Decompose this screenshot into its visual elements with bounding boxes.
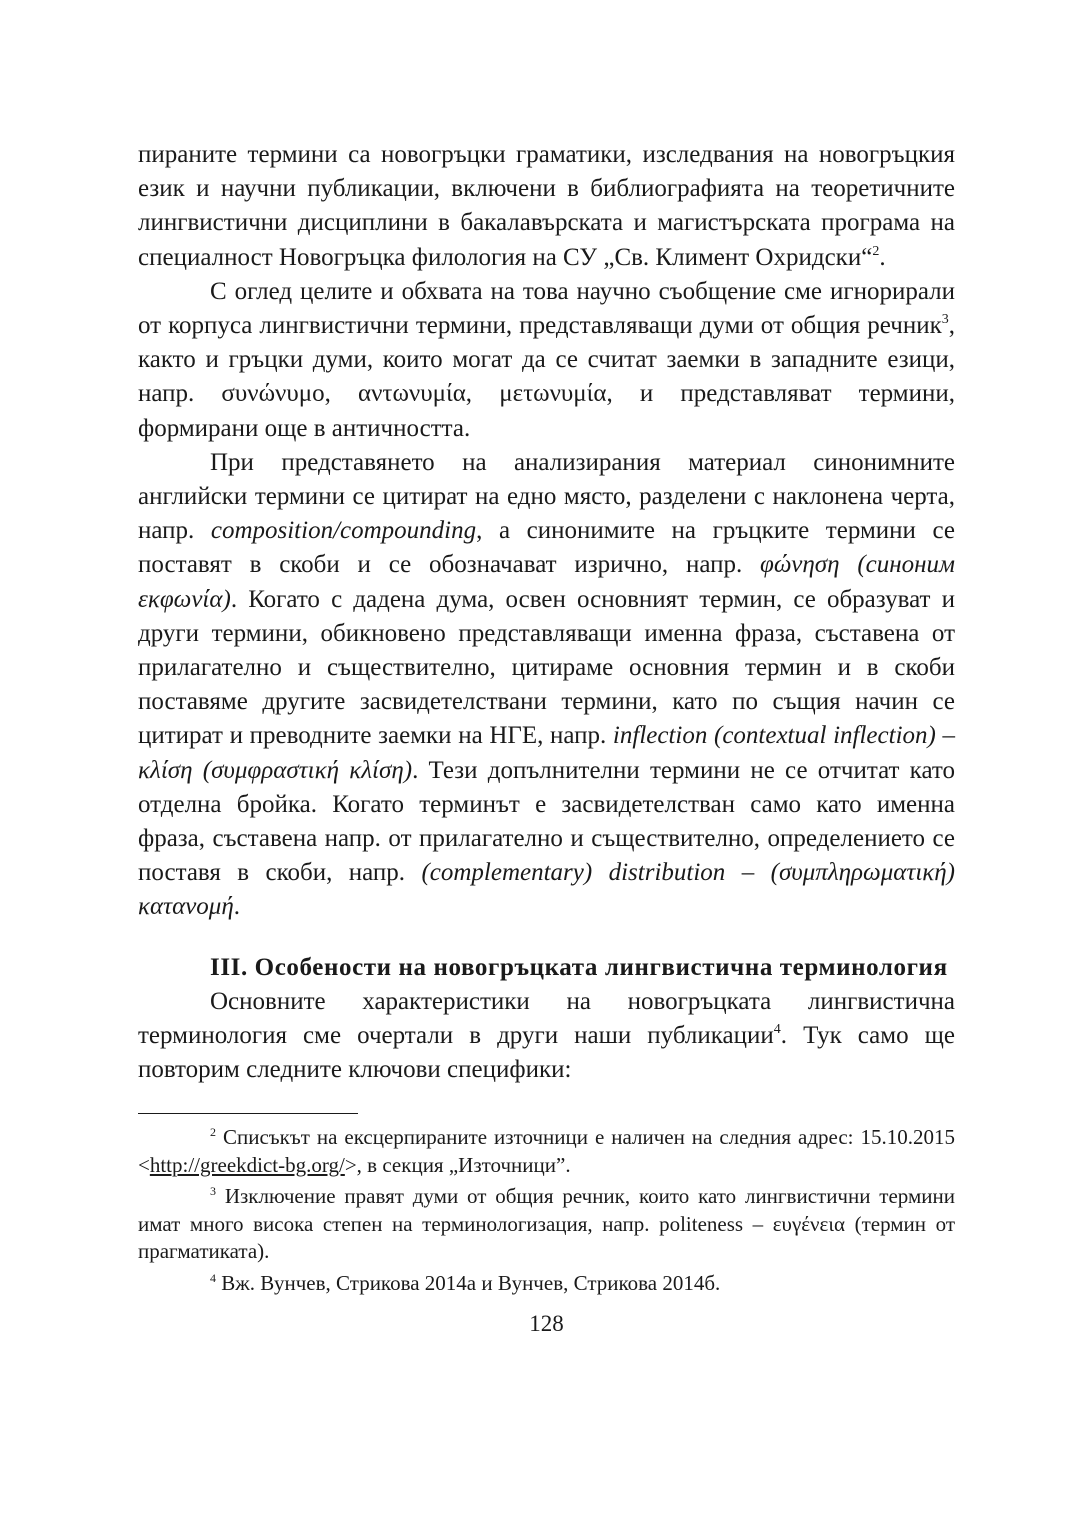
footnote-3 <box>138 1183 955 1266</box>
footnote-link[interactable]: http://greekdict-bg.org/ <box>149 1152 345 1177</box>
paragraph-1 <box>138 138 955 275</box>
paragraph-3-text-c: . Когато с дадена дума, освен основният термин, се образуват и други термини, обикновено представляващи именна фраза, съставена от прилагателно и съществително, цитираме основния термин и в скоби поставяме другите засвидетелствани термини, като по същия начин се цитират и преводните заемки на НГЕ, напр. <box>138 585 955 750</box>
page-number: 128 <box>529 1311 564 1337</box>
footnote-mark: 3 <box>210 1184 216 1199</box>
paragraph-3-text-e: . <box>233 893 240 921</box>
paragraph-3-italic-c: inflection (contextual inflection) – κλίση (συμφραστική κλίση) <box>138 722 955 784</box>
paragraph-3-text-b: , а синонимите на гръцките термини се поставят в скоби и се обозначават изрично, напр. <box>138 517 955 579</box>
paragraph-3 <box>138 446 955 925</box>
paragraph-4 <box>138 985 955 1088</box>
paragraph-3-text-d: . Тези допълнителни термини не се отчитат като отделна бройка. Когато терминът е засвидетелстван само като именна фраза, съставена напр. от прилагателно и съществително, определението се поставя в скоби, напр. <box>138 756 955 887</box>
paragraph-1-text-a: пираните термини са новогръцки граматики, изследвания на новогръцкия език и научни публикации, включени в библиографията на теоретичните лингвистични дисциплини в бакалавърската и магистърската програма на специалност Новогръцка филология на СУ „Св. Климент Охридски“ <box>138 141 955 271</box>
paragraph-1-text-b: . <box>879 243 886 271</box>
footnote-4 <box>138 1270 955 1298</box>
footnote-divider <box>138 1113 358 1114</box>
footnote-text: Вж. Вунчев, Стрикова 2014а и Вунчев, Стрикова 2014б. <box>216 1270 721 1295</box>
footnote-ref-4: 4 <box>773 1022 781 1038</box>
footnote-mark: 2 <box>210 1125 216 1140</box>
footnote-text: Изключение правят думи от общия речник, които като лингвистични термини имат много висока степен на терминологизация, напр. politeness – ευγένεια (термин от прагматиката). <box>138 1184 955 1264</box>
paragraph-2 <box>138 275 955 446</box>
paragraph-4-text-b: . Тук само ще повторим следните ключови специфики: <box>138 1022 955 1084</box>
footnote-text: >, в секция „Източници”. <box>344 1152 571 1177</box>
section-heading: III. Особености на новогръцката лингвистична терминология <box>210 953 948 981</box>
paragraph-3-italic-b: φώνηση (синоним εκφωνία) <box>138 551 955 613</box>
paragraph-2-text-a: С оглед целите и обхвата на това научно съобщение сме игнорирали от корпуса лингвистични термини, представляващи думи от общия речник <box>138 277 955 340</box>
footnote-ref-2: 2 <box>872 243 880 259</box>
paragraph-3-text-a: При представянето на анализирания материал синонимните английски термини се цитират на едно място, разделени с наклонена черта, напр. <box>138 448 955 545</box>
paragraph-3-italic-a: composition/compounding <box>210 517 477 545</box>
footnotes <box>138 1124 955 1297</box>
paragraph-3-italic-d: (complementary) distribution – (συμπληρωματική) κατανομή <box>138 859 955 921</box>
footnote-text: Списъкът на ексцерпираните източници е наличен на следния адрес: 15.10.2015 < <box>138 1125 955 1177</box>
footnote-ref-3: 3 <box>941 312 949 328</box>
footnote-mark: 4 <box>210 1270 216 1285</box>
page-content <box>138 138 955 1337</box>
paragraph-4-text-a: Основните характеристики на новогръцката лингвистична терминология сме очертали в други наши публикации <box>138 987 955 1050</box>
paragraph-2-text-b: , както и гръцки думи, които могат да се считат заемки в западните езици, напр. συνώνυμο, αντωνυμία, μετωνυμία, и представляват термини, формирани още в античността. <box>138 312 955 442</box>
footnote-2 <box>138 1124 955 1179</box>
